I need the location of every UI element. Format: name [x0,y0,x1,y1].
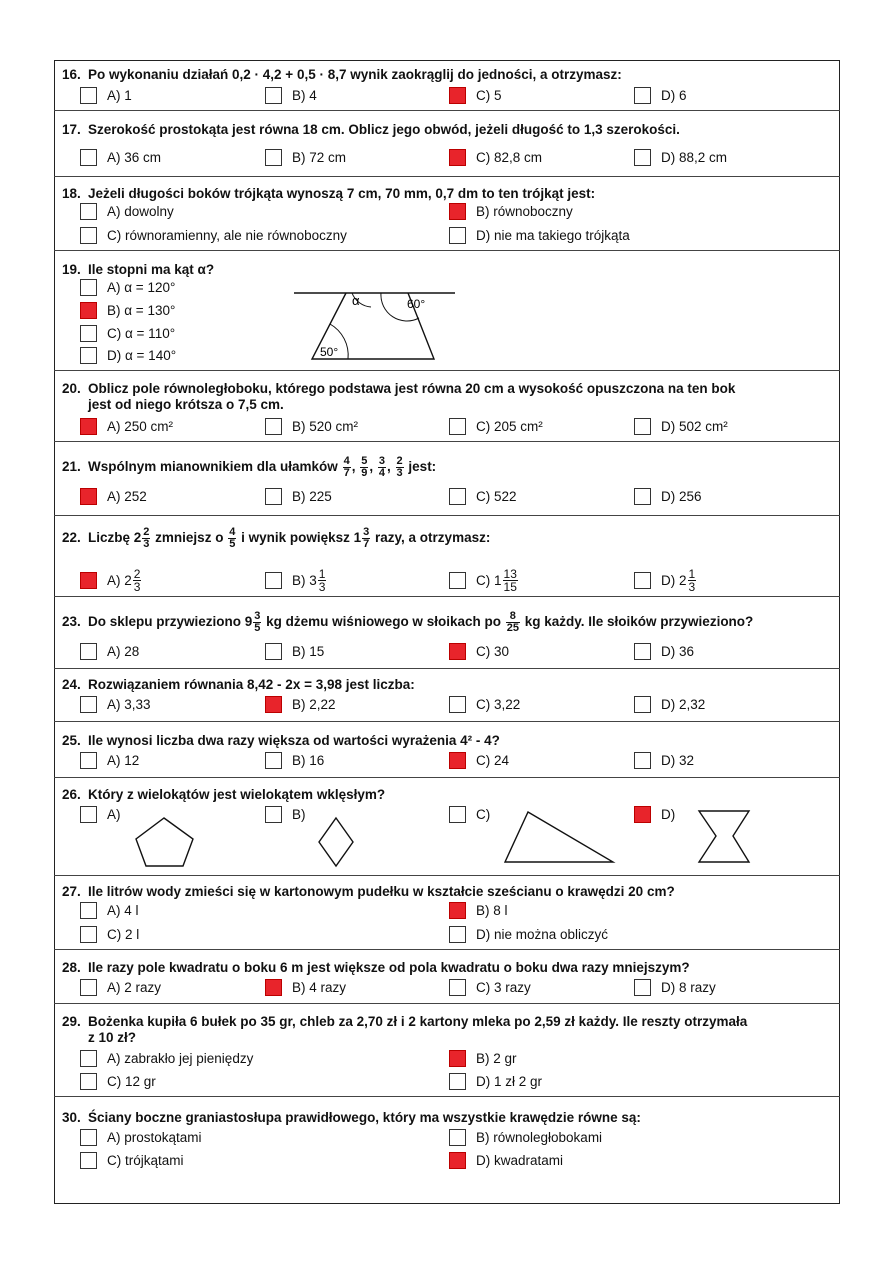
option-q20-a[interactable] [80,418,173,435]
option-q28-d[interactable] [634,979,716,996]
option-q30-a[interactable] [80,1129,202,1146]
option-label: B) 15 [292,644,325,659]
option-label: D) kwadratami [476,1153,564,1168]
option-q20-d[interactable] [634,418,728,435]
option-q29-d[interactable] [449,1073,542,1090]
option-q30-c[interactable] [80,1152,184,1169]
option-q22-b[interactable] [265,568,327,593]
question-separator [54,250,840,251]
answer-checkbox-checked[interactable] [80,302,97,319]
question-text: Bożenka kupiła 6 bułek po 35 gr, chleb za 2,70 zł i 2 kartony mleka po 2,59 zł każdy. Ile reszty otrzymała [88,1014,748,1029]
question-separator [54,1096,840,1097]
option-fraction [318,568,327,593]
option-label: A) 12 [107,753,140,768]
option-q18-c[interactable] [80,227,347,244]
answer-checkbox-checked[interactable] [449,87,466,104]
question-text: Po wykonaniu działań 0,2 · 4,2 + 0,5 · 8,7 wynik zaokrąglij do jedności, a otrzymasz: [88,67,622,82]
numerator: 8 [506,611,520,623]
option-label: D) 256 [661,489,702,504]
answer-checkbox-checked[interactable] [449,203,466,220]
answer-checkbox[interactable] [80,926,97,943]
option-label: C) równoramienny, ale nie równoboczny [107,228,347,243]
denominator: 3 [143,538,150,550]
denominator: 3 [688,580,696,594]
answer-checkbox[interactable] [80,696,97,713]
question-text-line2: z 10 zł? [88,1030,137,1045]
answer-checkbox[interactable] [80,902,97,919]
question-text-line2: jest od niego krótsza o 7,5 cm. [88,397,284,412]
option-label: C) 205 cm² [476,419,543,434]
option-q19-d[interactable] [80,347,176,364]
option-label: C) 3,22 [476,697,521,712]
option-q22-d[interactable] [634,568,697,593]
option-q16-d[interactable] [634,87,687,104]
answer-checkbox[interactable] [80,1129,97,1146]
question-separator [54,668,840,669]
option-label: B) 520 cm² [292,419,359,434]
option-q16-b[interactable] [265,87,317,104]
option-label: C) [476,807,491,822]
option-label: B) 4 razy [292,980,347,995]
question-number: 17. [62,122,81,137]
question-q18-text [62,186,595,202]
option-whole: B) 3 [292,573,317,588]
denominator: 3 [133,580,141,594]
question-text: Oblicz pole równoległoboku, którego podstawa jest równa 20 cm a wysokość opuszczona na ten bok [88,381,736,396]
option-q25-a[interactable] [80,752,139,769]
option-q25-c[interactable] [449,752,509,769]
answer-checkbox-checked[interactable] [80,488,97,505]
option-label: C) 522 [476,489,517,504]
option-q24-c[interactable] [449,696,520,713]
answer-checkbox[interactable] [634,696,651,713]
option-label: D) nie można obliczyć [476,927,609,942]
fraction [396,456,404,479]
option-label: A) 3,33 [107,697,151,712]
option-q27-c[interactable] [80,926,139,943]
numerator: 3 [254,610,261,622]
question-number: 28. [62,960,81,975]
option-q21-b[interactable] [265,488,332,505]
answer-checkbox-checked[interactable] [634,806,651,823]
answer-checkbox[interactable] [80,752,97,769]
option-label: B) 4 [292,88,317,103]
option-label: D) 1 zł 2 gr [476,1074,543,1089]
denominator: 3 [396,467,403,479]
option-label: B) 2 gr [476,1051,517,1066]
question-q19-text [62,262,214,278]
option-label: A) 250 cm² [107,419,174,434]
option-label: A) α = 120° [107,280,176,295]
answer-checkbox[interactable] [80,347,97,364]
option-q28-b[interactable] [265,979,346,996]
question-number: 29. [62,1014,81,1029]
option-whole: D) 2 [661,573,687,588]
option-q26-c[interactable] [449,806,490,823]
option-label: A) 252 [107,489,147,504]
fraction [362,527,370,550]
option-q21-c[interactable] [449,488,517,505]
question-q26-text [62,787,385,803]
option-q30-b[interactable] [449,1129,602,1146]
answer-checkbox[interactable] [634,87,651,104]
answer-checkbox[interactable] [80,87,97,104]
answer-checkbox[interactable] [634,572,651,589]
question-text: Który z wielokątów jest wielokątem wklęsłym? [88,787,386,802]
numerator: 4 [343,455,350,467]
option-label: C) 3 razy [476,980,531,995]
numerator: 3 [378,455,385,467]
question-separator [54,777,840,778]
option-q25-d[interactable] [634,752,694,769]
option-label: A) [107,807,121,822]
answer-checkbox[interactable] [80,806,97,823]
question-separator [54,875,840,876]
answer-checkbox[interactable] [449,572,466,589]
option-q27-b[interactable] [449,902,508,919]
option-q18-d[interactable] [449,227,630,244]
option-label: D) [661,807,676,822]
option-label: C) 24 [476,753,510,768]
denominator: 3 [318,580,326,594]
denominator: 25 [506,622,519,634]
question-q30-text [62,1110,641,1126]
question-text: Ile wynosi liczba dwa razy większa od wartości wyrażenia 4² - 4? [88,733,500,748]
option-q26-a[interactable] [80,806,121,823]
question-text: Wspólnym mianownikiem dla ułamków [88,459,338,475]
denominator: 5 [254,622,261,634]
option-q22-c[interactable] [449,568,519,593]
answer-checkbox[interactable] [449,488,466,505]
answer-checkbox[interactable] [80,1152,97,1169]
angle-50-label: 50° [320,345,339,359]
option-q29-c[interactable] [80,1073,156,1090]
question-number: 25. [62,733,81,748]
option-label: C) 2 l [107,927,140,942]
answer-checkbox[interactable] [80,149,97,166]
answer-checkbox[interactable] [634,979,651,996]
question-number: 30. [62,1110,81,1125]
question-separator [54,721,840,722]
option-label: B) równoboczny [476,204,573,219]
option-label: A) 2 razy [107,980,162,995]
numerator: 4 [229,526,236,538]
question-text-part: Do sklepu przywieziono 9 [88,614,253,630]
denominator: 7 [363,538,370,550]
question-text: Ile litrów wody zmieści się w kartonowym pudełku w kształcie sześcianu o krawędzi 20 cm? [88,884,675,899]
question-number: 27. [62,884,81,899]
question-q16-text [62,67,622,83]
denominator: 7 [343,467,350,479]
option-label: A) zabrakło jej pieniędzy [107,1051,254,1066]
numerator: 13 [503,567,517,581]
option-label: B) 72 cm [292,150,347,165]
option-q27-d[interactable] [449,926,608,943]
denominator: 9 [361,467,368,479]
answer-checkbox[interactable] [449,696,466,713]
question-q17-text [62,122,680,138]
denominator: 5 [229,538,236,550]
answer-checkbox-checked[interactable] [449,149,466,166]
question-text-end: jest: [408,459,437,475]
option-label: D) 2,32 [661,697,706,712]
option-label: C) 12 gr [107,1074,156,1089]
answer-checkbox[interactable] [265,87,282,104]
option-q27-a[interactable] [80,902,139,919]
answer-checkbox-checked[interactable] [449,1050,466,1067]
question-q28-text [62,960,690,976]
question-separator [54,370,840,371]
option-q17-d[interactable] [634,149,727,166]
option-label: C) 30 [476,644,510,659]
numerator: 2 [133,567,141,581]
question-text-part: Liczbę 2 [88,530,142,546]
question-text: Szerokość prostokąta jest równa 18 cm. Oblicz jego obwód, jeżeli długość to 1,3 szerokości. [88,122,680,137]
option-label: A) prostokątami [107,1130,202,1145]
answer-checkbox-checked[interactable] [80,572,97,589]
option-label: D) 32 [661,753,695,768]
question-separator [54,441,840,442]
option-q24-a[interactable] [80,696,151,713]
option-label: B) równoległobokami [476,1130,603,1145]
option-q19-b[interactable] [80,302,175,319]
option-label: D) 88,2 cm [661,150,728,165]
option-q23-d[interactable] [634,643,694,660]
answer-checkbox[interactable] [265,643,282,660]
option-q26-b[interactable] [265,806,306,823]
option-label: D) 36 [661,644,695,659]
answer-checkbox[interactable] [449,1129,466,1146]
answer-checkbox[interactable] [80,279,97,296]
question-q24-text [62,677,415,693]
answer-checkbox[interactable] [634,149,651,166]
option-label: A) 4 l [107,903,139,918]
option-q25-b[interactable] [265,752,324,769]
answer-checkbox[interactable] [265,488,282,505]
option-fraction [503,568,518,593]
option-q19-a[interactable] [80,279,175,296]
option-label: C) trójkątami [107,1153,184,1168]
option-label: D) 502 cm² [661,419,728,434]
answer-checkbox[interactable] [265,806,282,823]
question-number: 19. [62,262,81,277]
option-label: A) 36 cm [107,150,162,165]
answer-checkbox-checked[interactable] [449,1152,466,1169]
fraction [360,456,368,479]
fraction [228,527,236,550]
question-text-part: i wynik powiększ 1 [241,530,362,546]
question-number: 18. [62,186,81,201]
question-number: 24. [62,677,81,692]
question-text: Ile stopni ma kąt α? [88,262,215,277]
question-text: Rozwiązaniem równania 8,42 - 2x = 3,98 jest liczba: [88,677,415,692]
answer-checkbox[interactable] [80,1073,97,1090]
fraction [378,456,386,479]
answer-checkbox[interactable] [80,979,97,996]
answer-checkbox[interactable] [449,418,466,435]
option-q28-c[interactable] [449,979,531,996]
numerator: 1 [688,567,696,581]
question-number: 21. [62,459,81,475]
option-label: C) 5 [476,88,502,103]
answer-checkbox[interactable] [80,203,97,220]
answer-checkbox-checked[interactable] [265,696,282,713]
answer-checkbox[interactable] [265,572,282,589]
answer-checkbox[interactable] [265,149,282,166]
option-whole: A) 2 [107,573,132,588]
question-text-part: kg dżemu wiśniowego w słoikach po [266,614,501,630]
question-q27-text [62,884,675,900]
answer-checkbox[interactable] [80,643,97,660]
option-label: C) 82,8 cm [476,150,543,165]
option-label: C) α = 110° [107,326,176,341]
option-label: D) α = 140° [107,348,177,363]
numerator: 3 [363,526,370,538]
question-q21-text: 21. Wspólnym mianownikiem dla ułamków $\frac{4}{7}$ , $\frac{5}{9}$ , $\frac{3}{4}$ , $\frac{2}{3}$ jest: [62,455,437,479]
answer-checkbox[interactable] [449,806,466,823]
option-q18-b[interactable] [449,203,573,220]
question-q25-text [62,733,500,749]
answer-checkbox[interactable] [449,979,466,996]
option-q19-c[interactable] [80,325,175,342]
question-separator [54,110,840,111]
alpha-label: α [352,293,360,308]
question-number: 20. [62,381,81,396]
option-fraction [688,568,697,593]
option-q28-a[interactable] [80,979,161,996]
option-label: B) 8 l [476,903,508,918]
option-whole: C) 1 [476,573,502,588]
answer-checkbox[interactable] [449,926,466,943]
answer-checkbox-checked[interactable] [449,643,466,660]
question-separator [54,949,840,950]
option-q22-a[interactable] [80,568,142,593]
numerator: 2 [143,526,150,538]
answer-checkbox[interactable] [80,325,97,342]
option-q23-a[interactable] [80,643,139,660]
answer-checkbox[interactable] [634,418,651,435]
numerator: 1 [318,567,326,581]
numerator: 5 [361,455,368,467]
numerator: 2 [396,455,403,467]
fraction [253,611,261,634]
option-fraction [133,568,142,593]
answer-checkbox[interactable] [449,227,466,244]
option-q20-b[interactable] [265,418,358,435]
answer-checkbox-checked[interactable] [80,418,97,435]
option-q30-d[interactable] [449,1152,563,1169]
option-q23-c[interactable] [449,643,509,660]
answer-checkbox[interactable] [265,752,282,769]
question-separator [54,1003,840,1004]
option-q17-c[interactable] [449,149,542,166]
option-q20-c[interactable] [449,418,543,435]
fraction [343,456,351,479]
option-label: A) dowolny [107,204,174,219]
option-q29-a[interactable] [80,1050,253,1067]
question-number: 23. [62,614,81,630]
question-text: Ściany boczne graniastosłupa prawidłowego, który ma wszystkie krawędzie równe są: [88,1110,641,1125]
option-q26-d[interactable] [634,806,675,823]
option-label: B) α = 130° [107,303,176,318]
answer-checkbox[interactable] [634,488,651,505]
question-q22-text [62,527,490,550]
option-label: D) 8 razy [661,980,716,995]
option-q24-b[interactable] [265,696,336,713]
question-separator [54,176,840,177]
option-label: A) 1 [107,88,132,103]
question-text-part: kg każdy. Ile słoików przywieziono? [524,614,754,630]
question-text-part: zmniejsz o [155,530,224,546]
option-q21-d[interactable] [634,488,702,505]
option-label: B) [292,807,306,822]
option-q18-a[interactable] [80,203,174,220]
question-q29-text [62,1014,747,1046]
angle-60-label: 60° [407,297,426,311]
fraction [142,527,150,550]
question-number: 22. [62,530,81,546]
question-number: 26. [62,787,81,802]
answer-checkbox[interactable] [265,418,282,435]
question-text: Jeżeli długości boków trójkąta wynoszą 7 cm, 70 mm, 0,7 dm to ten trójkąt jest: [88,186,596,201]
option-label: B) 225 [292,489,332,504]
question-q20-text [62,381,735,413]
question-text-part: razy, a otrzymasz: [375,530,491,546]
option-label: A) 28 [107,644,140,659]
answer-checkbox[interactable] [80,1050,97,1067]
question-number: 16. [62,67,81,82]
answer-checkbox[interactable] [80,227,97,244]
option-q17-b[interactable] [265,149,346,166]
fraction [506,611,520,634]
denominator: 4 [378,467,385,479]
option-label: D) nie ma takiego trójkąta [476,228,630,243]
option-q16-c[interactable] [449,87,502,104]
answer-checkbox-checked[interactable] [449,902,466,919]
answer-checkbox[interactable] [449,1073,466,1090]
option-label: B) 2,22 [292,697,336,712]
option-q17-a[interactable] [80,149,161,166]
question-separator [54,515,840,516]
answer-checkbox-checked[interactable] [265,979,282,996]
question-q23-text [62,611,753,634]
answer-checkbox[interactable] [634,752,651,769]
answer-checkbox[interactable] [634,643,651,660]
option-q16-a[interactable] [80,87,132,104]
denominator: 15 [503,580,517,594]
question-separator [54,596,840,597]
option-q24-d[interactable] [634,696,705,713]
answer-checkbox-checked[interactable] [449,752,466,769]
option-q29-b[interactable] [449,1050,517,1067]
option-q21-a[interactable] [80,488,147,505]
option-label: B) 16 [292,753,325,768]
option-label: D) 6 [661,88,687,103]
option-q23-b[interactable] [265,643,324,660]
question-text: Ile razy pole kwadratu o boku 6 m jest większe od pola kwadratu o boku dwa razy mniejszym? [88,960,690,975]
